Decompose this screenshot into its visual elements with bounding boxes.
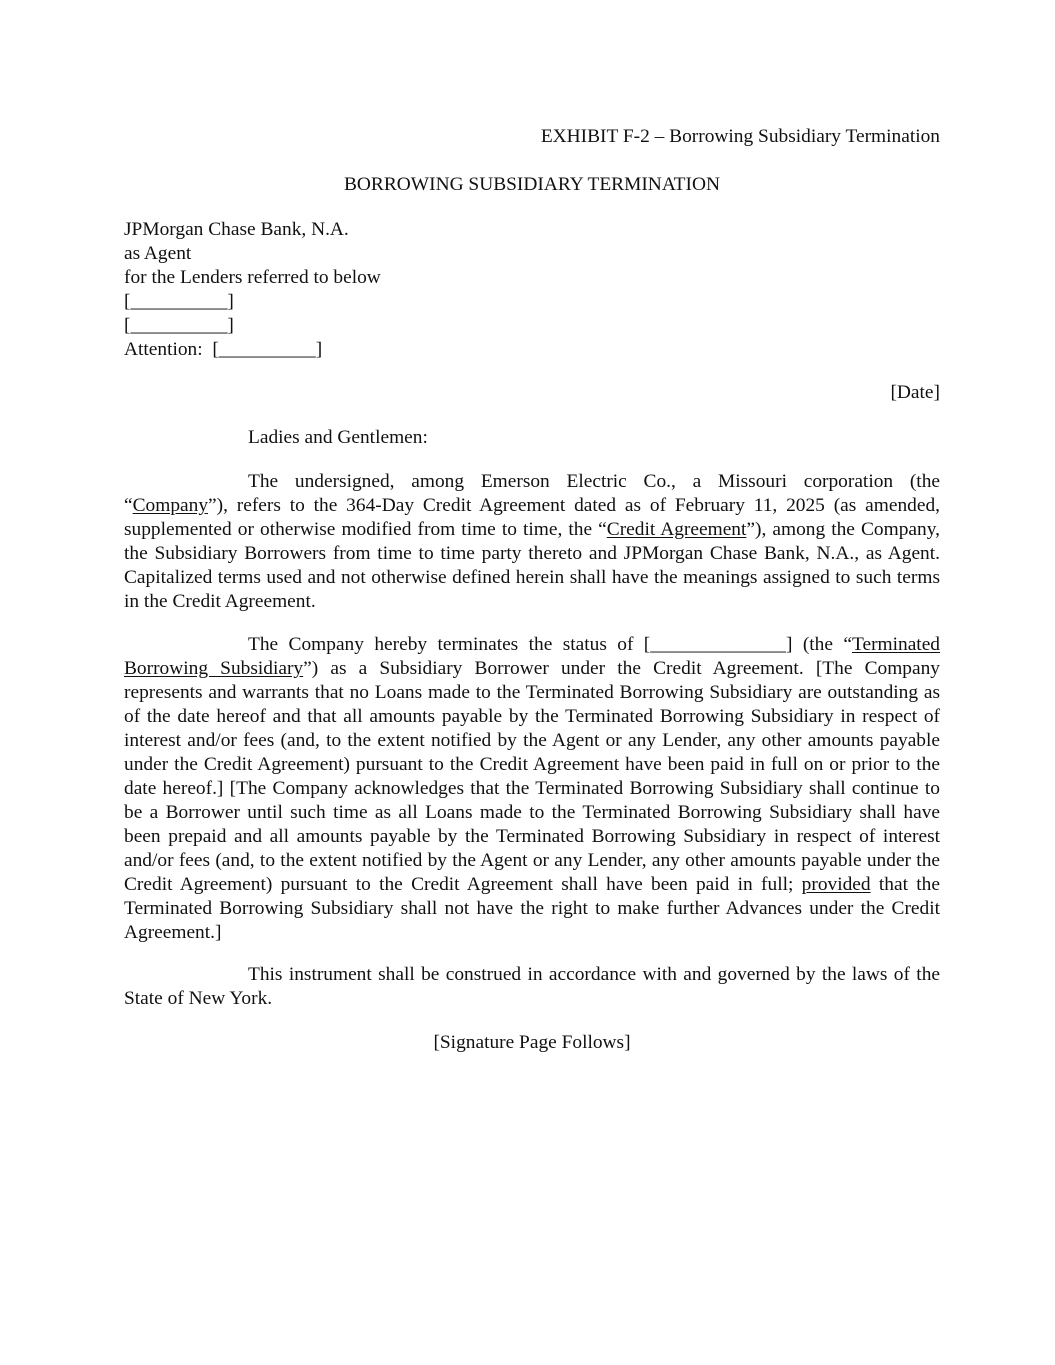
- exhibit-heading: EXHIBIT F-2 – Borrowing Subsidiary Termination: [540, 126, 940, 147]
- signature-page-follows: [Signature Page Follows]: [433, 1032, 631, 1053]
- provided-term: provided: [801, 874, 871, 895]
- date-placeholder: [Date]: [890, 382, 940, 403]
- paragraph1-part-a: The undersigned, among Emerson Electric Co., a Missouri corporation (the “: [124, 471, 940, 516]
- paragraph2-part-b: ”) as a Subsidiary Borrower under the Credit Agreement. [The Company represents and warrants that no Loans made to the Terminated Borrowing Subsidiary are outstanding as of the date hereof and that all amounts payable by the Terminated Borrowing Subsidiary in respect of interest and/or fees (and, to the extent notified by the Agent or any Lender, any other amounts payable under the Credit Agreement) pursuant to the Credit Agreement have been paid in full on or prior to the date hereof.] [The Company acknowledges that the Terminated Borrowing Subsidiary shall continue to be a Borrower until such time as all Loans made to the Terminated Borrowing Subsidiary shall have been prepaid and all amounts payable by the Terminated Borrowing Subsidiary in respect of interest and/or fees (and, to the extent notified by the Agent or any Lender, any other amounts payable under the Credit Agreement) pursuant to the Credit Agreement shall have been paid in full;: [124, 658, 940, 895]
- terminated-borrowing-subsidiary-defined-term: Terminated Borrowing Subsidiary: [124, 634, 940, 679]
- paragraph-credit-agreement-reference: [124, 470, 940, 614]
- address-blank-2: [__________]: [124, 315, 234, 336]
- company-defined-term: Company: [132, 495, 209, 516]
- document-title: BORROWING SUBSIDIARY TERMINATION: [344, 174, 720, 195]
- addressee-name: JPMorgan Chase Bank, N.A.: [124, 219, 349, 240]
- paragraph-termination: [124, 633, 940, 945]
- salutation: Ladies and Gentlemen:: [248, 427, 428, 448]
- addressee-for: for the Lenders referred to below: [124, 267, 381, 288]
- address-blank-1: [__________]: [124, 291, 234, 312]
- addressee-role: as Agent: [124, 243, 192, 264]
- paragraph1-part-b: ”), refers to the 364-Day Credit Agreement dated as of February 11, 2025 (as amended, supplemented or otherwise modified from time to time, the “: [124, 495, 940, 540]
- paragraph-governing-law: This instrument shall be construed in accordance with and governed by the laws of the State of New York.: [124, 964, 940, 1009]
- addressee-block: [124, 218, 381, 362]
- paragraph1-part-c: ”), among the Company, the Subsidiary Borrowers from time to time party thereto and JPMorgan Chase Bank, N.A., as Agent. Capitalized terms used and not otherwise defined herein shall have the meanings assigned to such terms in the Credit Agreement.: [124, 519, 940, 612]
- credit-agreement-defined-term: Credit Agreement: [606, 519, 747, 540]
- attention-line: Attention: [__________]: [124, 339, 323, 360]
- paragraph2-part-c: that the Terminated Borrowing Subsidiary shall not have the right to make further Advances under the Credit Agreement.]: [124, 874, 940, 943]
- paragraph2-part-a: The Company hereby terminates the status of [______________] (the “: [248, 634, 852, 655]
